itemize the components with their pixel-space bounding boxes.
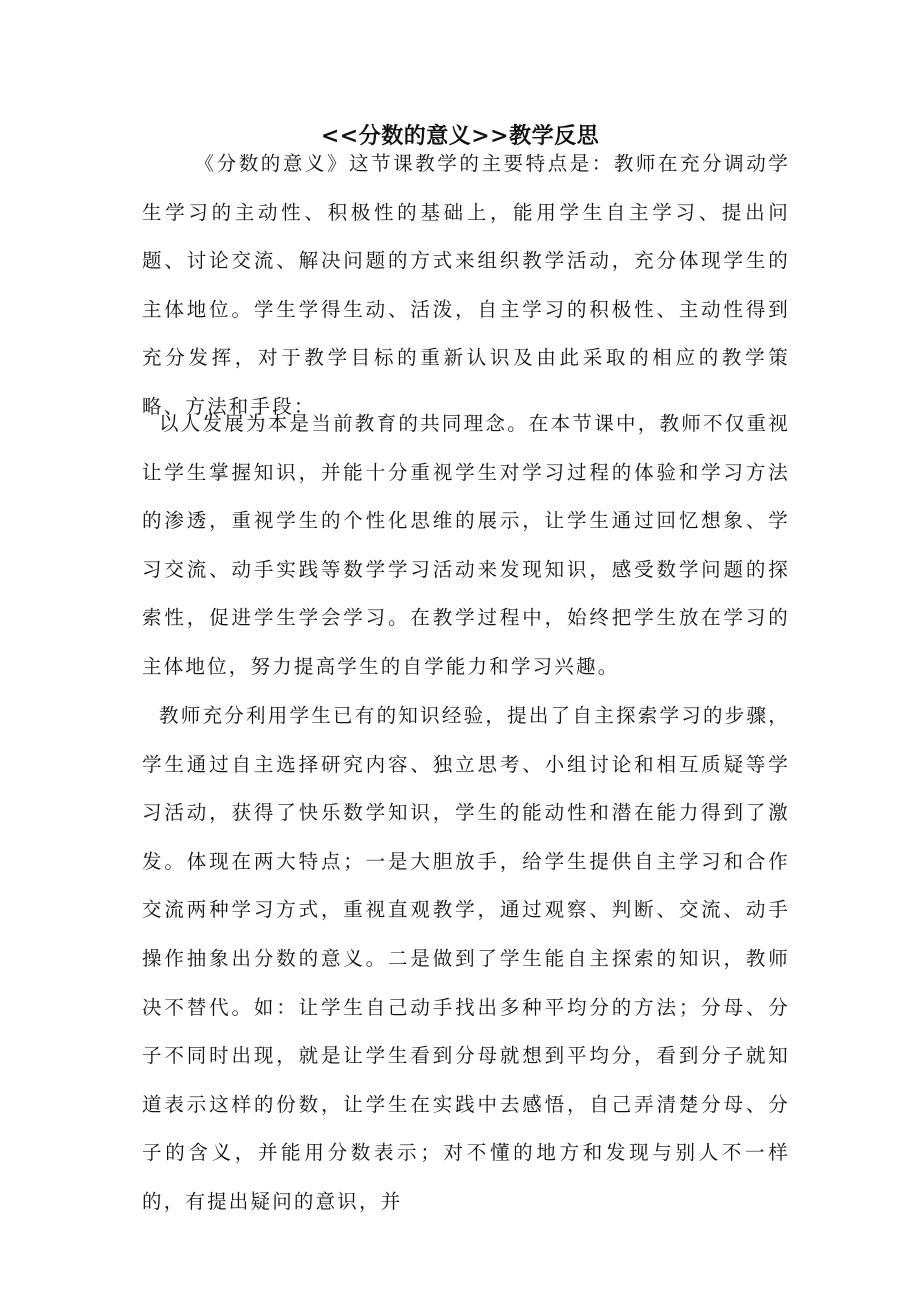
paragraph-2: 以人发展为本是当前教育的共同理念。在本节课中，教师不仅重视让学生掌握知识，并能十分重视学生对学习过程的体验和学习方法的渗透，重视学生的个性化思维的展示，让学生通过回忆想象、学习交流、动手实践等数学学习活动来发现知识，感受数学问题的探索性，促进学生学会学习。在教学过程中，始终把学生放在学习的主体地位，努力提高学生的自学能力和学习兴趣。 (142, 412, 790, 678)
paragraph-3: 教师充分利用学生已有的知识经验，提出了自主探索学习的步骤，学生通过自主选择研究内容、独立思考、小组讨论和相互质疑等学习活动，获得了快乐数学知识，学生的能动性和潜在能力得到了激发。体现在两大特点；一是大胆放手，给学生提供自主学习和合作交流两种学习方式，重视直观教学，通过观察、判断、交流、动手操作抽象出分数的意义。二是做到了学生能自主探索的知识，教师决不替代。如：让学生自己动手找出多种平均分的方法；分母、分子不同时出现，就是让学生看到分母就想到平均分，看到分子就知道表示这样的份数，让学生在实践中去感悟，自己弄清楚分母、分子的含义，并能用分数表示；对不懂的地方和发现与别人不一样的，有提出疑问的意识，并 (142, 704, 790, 1213)
document-title: <<分数的意义>>教学反思 (320, 123, 600, 149)
paragraph-1: 《分数的意义》这节课教学的主要特点是：教师在充分调动学生学习的主动性、积极性的基础上，能用学生自主学习、提出问题、讨论交流、解决问题的方式来组织教学活动，充分体现学生的主体地位。学生学得生动、活泼，自主学习的积极性、主动性得到充分发挥，对于教学目标的重新认识及由此采取的相应的教学策略、方法和手段： (142, 152, 790, 418)
